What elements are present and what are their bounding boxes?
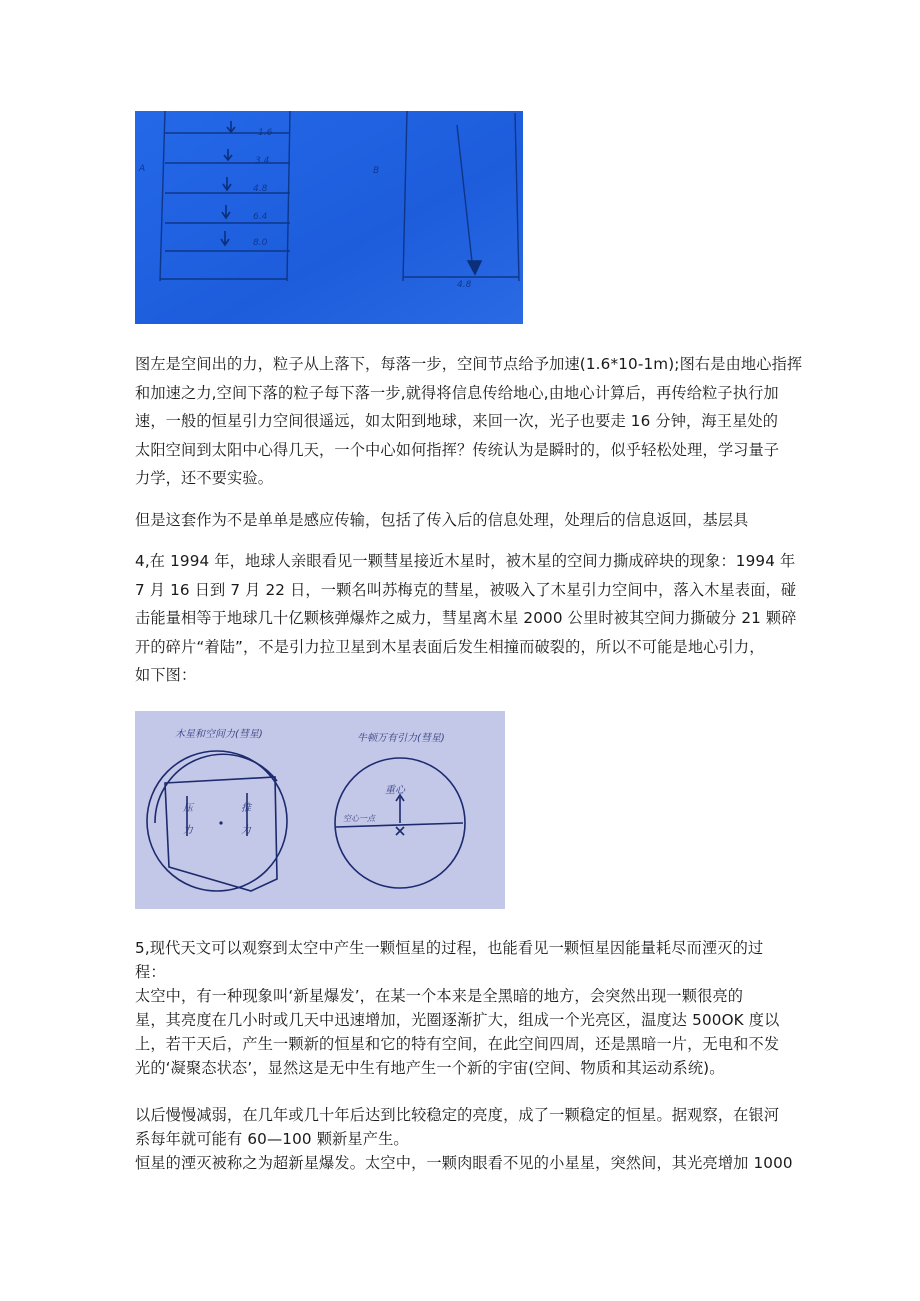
figure-jupiter-circles-photo xyxy=(135,711,505,909)
paragraph-line: 5,现代天文可以观察到太空中产生一颗恒星的过程，也能看见一颗恒星因能量耗尽而湮灭的过 xyxy=(135,939,764,957)
paragraph-line: 如下图： xyxy=(135,666,197,684)
paragraph-line: 但是这套作为不是单单是感应传输，包括了传入后的信息处理，处理后的信息返回，基层具 xyxy=(135,511,749,529)
figure1-mark-a: A xyxy=(139,164,146,174)
paragraph-line: 和加速之力,空间下落的粒子每下落一步,就得将信息传给地心,由地心计算后，再传给粒子执行加 xyxy=(135,383,779,402)
figure1-mark-bottom: 4.8 xyxy=(457,280,472,290)
figure1-row-label: 4.8 xyxy=(253,184,268,194)
figure2-left-char: 推 xyxy=(241,803,251,814)
paragraph-line: 力学，还不要实验。 xyxy=(135,469,274,487)
figure2-left-char: 力 xyxy=(183,825,193,836)
paragraph-line: 太空中，有一种现象叫‘新星爆发’，在某一个本来是全黑暗的地方，会突然出现一颗很亮的 xyxy=(135,987,744,1005)
figure1-row-label: 6.4 xyxy=(253,212,268,222)
figure1-mark-b: B xyxy=(373,166,380,176)
paragraph-line: 击能量相等于地球几十亿颗核弹爆炸之威力，彗星离木星 2000 公里时被其空间力撕破分 21 颗碎 xyxy=(135,609,797,627)
figure2-left-char: 力 xyxy=(241,825,251,836)
paragraph-line: 恒星的湮灭被称之为超新星爆发。太空中，一颗肉眼看不见的小星星，突然间，其光亮增加 1000 xyxy=(135,1154,793,1172)
paragraph-line: 以后慢慢减弱，在几年或几十年后达到比较稳定的亮度，成了一颗稳定的恒星。据观察，在银河 xyxy=(135,1106,780,1124)
paragraph-2 xyxy=(135,506,795,535)
paragraph-line: 图左是空间出的力，粒子从上落下，每落一步，空间节点给予加速(1.6*10-1m);图右是由地心指挥 xyxy=(135,355,803,373)
paragraph-line: 4,在 1994 年，地球人亲眼看见一颗彗星接近木星时，被木星的空间力撕成碎块的现象：1994 年 xyxy=(135,552,796,570)
paragraph-1 xyxy=(135,350,803,493)
paragraph-5 xyxy=(135,1103,795,1175)
figure2-left-title: 木星和空间力(彗星) xyxy=(175,729,263,740)
paragraph-line: 上，若干天后，产生一颗新的恒星和它的特有空间，在此空间四周，还是黑暗一片，无电和不发 xyxy=(135,1035,780,1053)
paragraph-line: 开的碎片“着陆”，不是引力拉卫星到木星表面后发生相撞而破裂的，所以不可能是地心引力， xyxy=(135,637,765,656)
figure2-right-side: 空心一点 xyxy=(343,814,375,823)
paragraph-line: 7 月 16 日到 7 月 22 日，一颗名叫苏梅克的彗星，被吸入了木星引力空间中，落入木星表面，碰 xyxy=(135,580,797,599)
paragraph-line: 光的‘凝聚态状态’，显然这是无中生有地产生一个新的宇宙(空间、物质和其运动系统)。 xyxy=(135,1059,725,1077)
paragraph-line: 太阳空间到太阳中心得几天，一个中心如何指挥？传统认为是瞬时的，似乎轻松处理，学习量子 xyxy=(135,440,780,459)
figure1-row-label: 8.0 xyxy=(253,238,268,248)
figure-falling-particles-photo xyxy=(135,111,523,324)
figure2-right-center: 重心 xyxy=(385,785,405,796)
paragraph-line: 速，一般的恒星引力空间很遥远，如太阳到地球，来回一次，光子也要走 16 分钟，海王星处的 xyxy=(135,412,779,430)
paragraph-3 xyxy=(135,547,795,690)
paragraph-line: 程： xyxy=(135,963,166,981)
paragraph-4 xyxy=(135,936,795,1080)
figure1-row-label: 3.4 xyxy=(255,156,270,166)
figure1-row-label: 1.6 xyxy=(258,128,273,138)
figure2-left-char: 压 xyxy=(183,803,193,814)
figure2-right-title: 牛顿万有引力(彗星) xyxy=(357,733,445,744)
paragraph-line: 系每年就可能有 60—100 颗新星产生。 xyxy=(135,1130,409,1148)
paragraph-line: 星，其亮度在几小时或几天中迅速增加，光圈逐渐扩大，组成一个光亮区，温度达 500OK 度以 xyxy=(135,1011,780,1029)
